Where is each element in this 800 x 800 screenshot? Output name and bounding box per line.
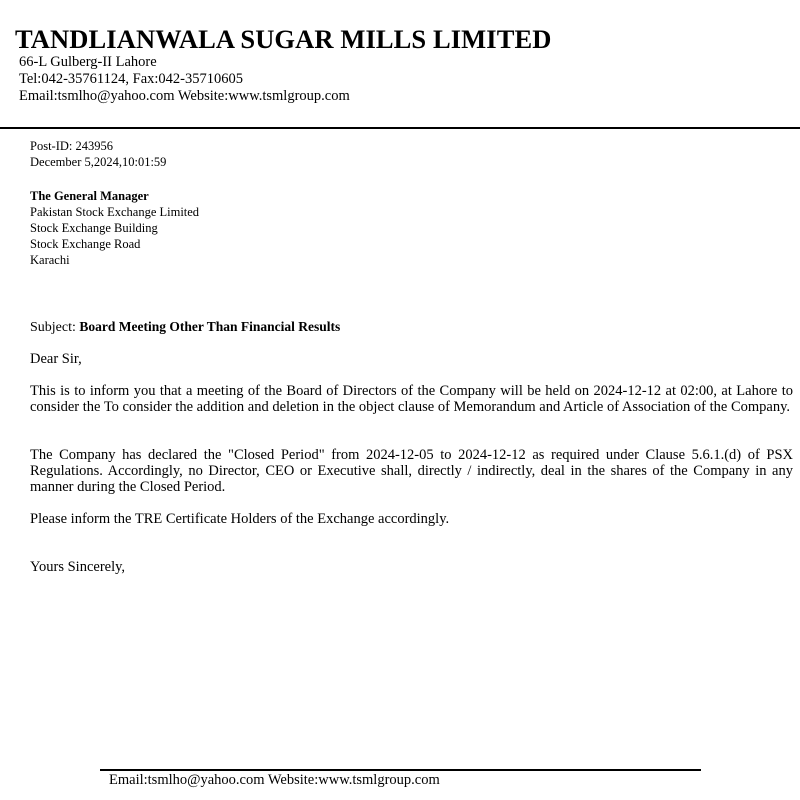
recipient-line: Pakistan Stock Exchange Limited xyxy=(30,205,200,219)
subject-line xyxy=(30,318,340,337)
subject-title: Board Meeting Other Than Financial Results xyxy=(79,319,341,334)
letter-paragraph: The Company has declared the "Closed Period" from 2024-12-05 to 2024-12-12 as required under Clause 5.6.1.(d) of PSX Regulations. Accordingly, no Director, CEO or Executive shall, directly / indirectly, deal in the shares of the Company in any manner during the Closed Period. xyxy=(30,447,793,495)
company-name: TANDLIANWALA SUGAR MILLS LIMITED xyxy=(15,24,552,54)
subject-label: Subject: xyxy=(30,320,76,335)
recipient-line: Karachi xyxy=(30,253,70,267)
letter-paragraph: This is to inform you that a meeting of the Board of Directors of the Company will be held on 2024-12-12 at 02:00, at Lahore to consider the To consider the addition and deletion in the object clause of Memorandum and Article of Association of the Company. xyxy=(30,383,793,415)
recipient-line: Stock Exchange Road xyxy=(30,237,141,251)
post-datetime: December 5,2024,10:01:59 xyxy=(30,155,167,169)
recipient-name: The General Manager xyxy=(30,189,149,203)
post-id: Post-ID: 243956 xyxy=(30,139,113,153)
company-address: 66-L Gulberg-II Lahore xyxy=(19,54,157,70)
footer-email-website: Email:tsmlho@yahoo.com Website:www.tsmlgroup.com xyxy=(109,772,440,788)
letter-paragraph: Please inform the TRE Certificate Holders of the Exchange accordingly. xyxy=(30,511,450,527)
header-divider xyxy=(0,127,800,129)
closing: Yours Sincerely, xyxy=(30,559,126,575)
salutation: Dear Sir, xyxy=(30,351,82,367)
company-phone-fax: Tel:042-35761124, Fax:042-35710605 xyxy=(19,71,243,87)
letterhead xyxy=(0,0,800,130)
recipient-line: Stock Exchange Building xyxy=(30,221,158,235)
company-email-website: Email:tsmlho@yahoo.com Website:www.tsmlgroup.com xyxy=(19,88,350,104)
footer-divider xyxy=(100,769,701,771)
